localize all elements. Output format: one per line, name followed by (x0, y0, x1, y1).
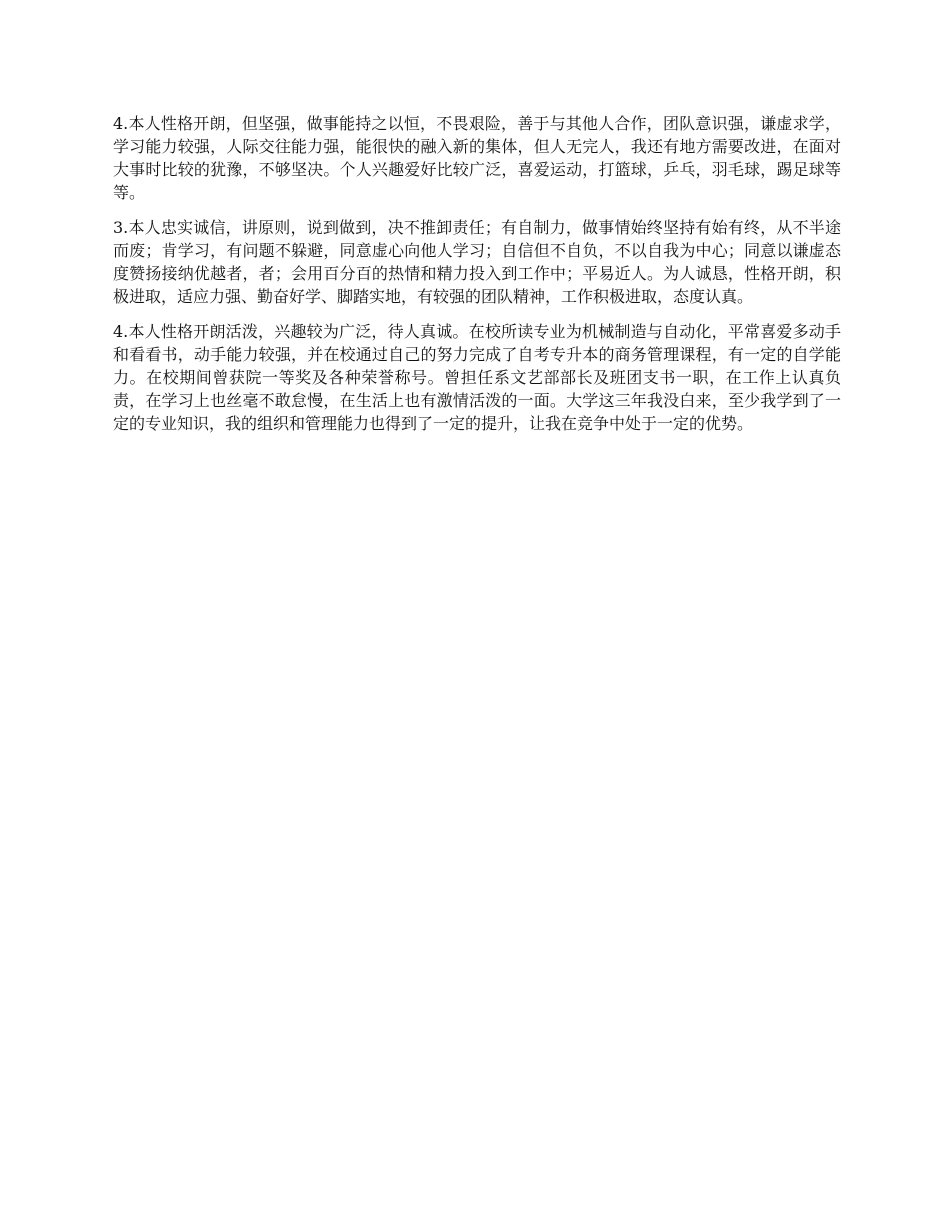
document-page (113, 112, 841, 447)
paragraph-integrity: 3.本人忠实诚信，讲原则，说到做到，决不推卸责任；有自制力，做事情始终坚持有始有终，从不半途而废；肯学习，有问题不躲避，同意虚心向他人学习；自信但不自负，不以自我为中心；同意以谦虚态度赞扬接纳优越者，者；会用百分百的热情和精力投入到工作中；平易近人。为人诚恳，性格开朗，积极进取，适应力强、勤奋好学、脚踏实地，有较强的团队精神，工作积极进取，态度认真。 (113, 218, 841, 306)
paragraph-personality-2: 4.本人性格开朗活泼，兴趣较为广泛，待人真诚。在校所读专业为机械制造与自动化，平常喜爱多动手和看看书，动手能力较强，并在校通过自己的努力完成了自考专升本的商务管理课程，有一定的自学能力。在校期间曾获院一等奖及各种荣誉称号。曾担任系文艺部部长及班团支书一职，在工作上认真负责，在学习上也丝毫不敢怠慢，在生活上也有激情活泼的一面。大学这三年我没白来，至少我学到了一定的专业知识，我的组织和管理能力也得到了一定的提升，让我在竞争中处于一定的优势。 (113, 322, 841, 433)
paragraph-personality-1: 4.本人性格开朗，但坚强，做事能持之以恒，不畏艰险，善于与其他人合作，团队意识强，谦虚求学，学习能力较强，人际交往能力强，能很快的融入新的集体，但人无完人，我还有地方需要改进，在面对大事时比较的犹豫，不够坚决。个人兴趣爱好比较广泛，喜爱运动，打篮球，乒乓，羽毛球，踢足球等等。 (113, 114, 841, 202)
